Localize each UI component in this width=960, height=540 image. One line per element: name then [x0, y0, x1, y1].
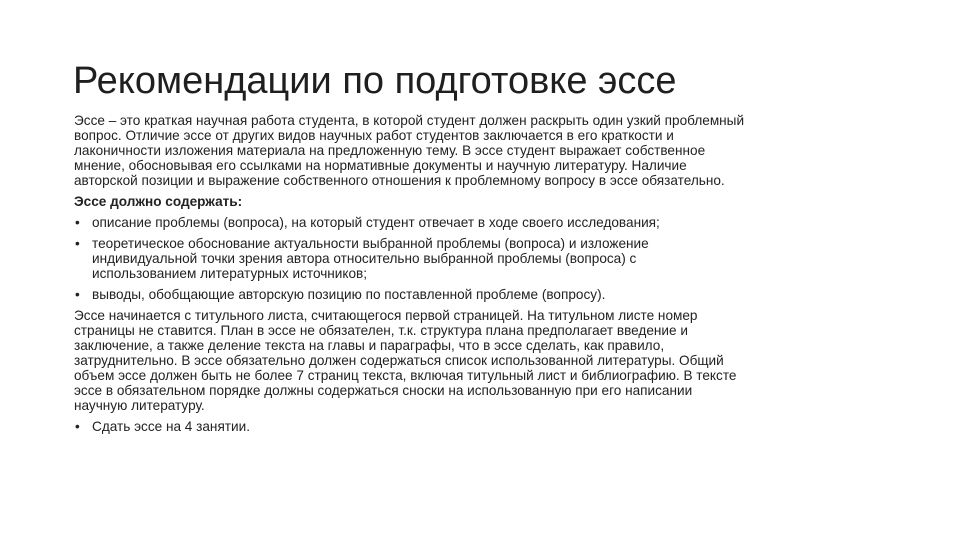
list-item-line: использованием литературных источников; — [92, 266, 368, 281]
format-line: страницы не ставится. План в эссе не обязателен, т.к. структура плана предполагает введение и — [74, 323, 688, 338]
intro-line: авторской позиции и выражение собственного отношения к проблемному вопросу в эссе обязательно. — [74, 173, 725, 188]
format-line: заключение, а также деление текста на главы и параграфы, что в эссе сделать, как правило, — [74, 338, 665, 353]
list-item-line: описание проблемы (вопроса), на который студент отвечает в ходе своего исследования; — [92, 215, 660, 230]
list-item-line: индивидуальной точки зрения автора относительно выбранной проблемы (вопроса) с — [92, 251, 637, 266]
format-line: объем эссе должен быть не более 7 страниц текста, включая титульный лист и библиографию. В тексте — [74, 368, 737, 383]
format-paragraph — [74, 308, 900, 413]
final-item-text: Сдать эссе на 4 занятии. — [92, 419, 250, 434]
bullet-icon: • — [75, 236, 80, 251]
intro-line: лаконичности изложения материала на предложенную тему. В эссе студент выражает собственное — [74, 143, 706, 158]
content-list-item — [74, 287, 900, 302]
intro-paragraph — [74, 113, 900, 188]
list-item-line: теоретическое обоснование актуальности выбранной проблемы (вопроса) и изложение — [92, 236, 649, 251]
content-list-item — [74, 236, 900, 281]
intro-line: мнение, обосновывая его ссылками на нормативные документы и научную литературу. Наличие — [74, 158, 687, 173]
final-list-item — [74, 419, 900, 434]
list-item-line: выводы, обобщающие авторскую позицию по поставленной проблеме (вопросу). — [92, 287, 606, 302]
slide-body — [74, 113, 900, 434]
bullet-icon: • — [75, 287, 80, 302]
format-line: эссе в обязательном порядке должны содержаться сноски на использованную при его написании — [74, 383, 693, 398]
intro-line: вопрос. Отличие эссе от других видов научных работ студентов заключается в его краткости и — [74, 128, 674, 143]
content-list-item — [74, 215, 900, 230]
format-line: затруднительно. В эссе обязательно должен содержаться список использованной литературы. Общий — [74, 353, 724, 368]
bullet-icon: • — [75, 215, 80, 230]
bullet-icon: • — [75, 419, 80, 434]
format-line: научную литературу. — [74, 398, 205, 413]
slide-title: Рекомендации по подготовке эссе — [73, 60, 677, 102]
intro-line: Эссе – это краткая научная работа студента, в которой студент должен раскрыть один узкий проблемный — [74, 113, 745, 128]
format-line: Эссе начинается с титульного листа, считающегося первой страницей. На титульном листе номер — [74, 308, 698, 323]
content-heading: Эссе должно содержать: — [74, 194, 243, 209]
